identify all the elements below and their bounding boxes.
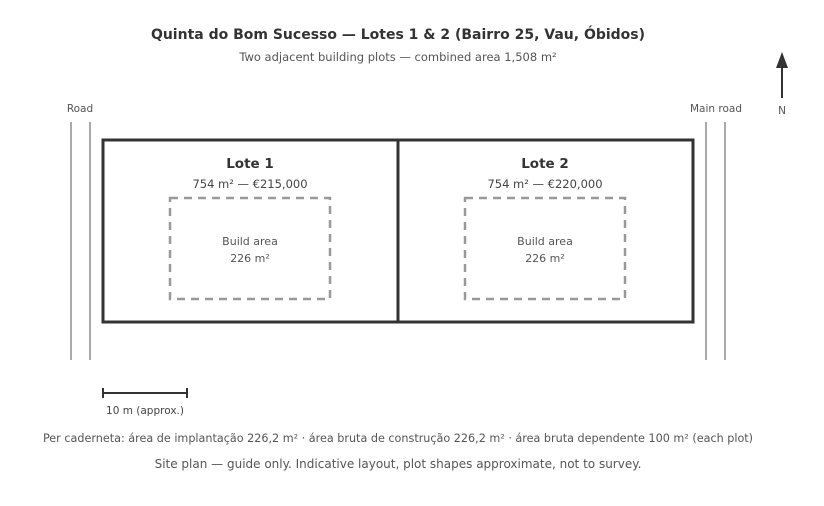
disclaimer: Site plan — guide only. Indicative layout, plot shapes approximate, not to survey. [154, 457, 642, 471]
caderneta-note: Per caderneta: área de implantação 226,2 m² · área bruta de construção 226,2 m² · área bruta dependente 100 m² (each plot) [42, 432, 754, 445]
left-road [71, 122, 90, 360]
build-area-outline [465, 198, 625, 299]
right-road-label: Main road [689, 103, 743, 115]
plot-info: 754 m² — €215,000 [192, 177, 308, 191]
scale-bar-label: 10 m (approx.) [106, 405, 184, 417]
north-arrow-icon [776, 52, 788, 98]
plot-lote-1 [103, 140, 398, 322]
plot-info: 754 m² — €220,000 [487, 177, 603, 191]
build-area-value: 226 m² [230, 252, 270, 265]
plot-name: Lote 2 [521, 156, 569, 172]
plot-name: Lote 1 [226, 156, 274, 172]
plot-lote-2 [398, 140, 693, 322]
north-label: N [778, 105, 786, 117]
page-title: Quinta do Bom Sucesso — Lotes 1 & 2 (Bairro 25, Vau, Óbidos) [150, 27, 646, 43]
scale-bar [103, 388, 187, 398]
build-area-label: Build area [222, 235, 278, 248]
build-area-outline [170, 198, 330, 299]
build-area-value: 226 m² [525, 252, 565, 265]
page-subtitle: Two adjacent building plots — combined area 1,508 m² [239, 50, 557, 64]
build-area-label: Build area [517, 235, 573, 248]
right-road [706, 122, 725, 360]
left-road-label: Road [66, 103, 94, 115]
